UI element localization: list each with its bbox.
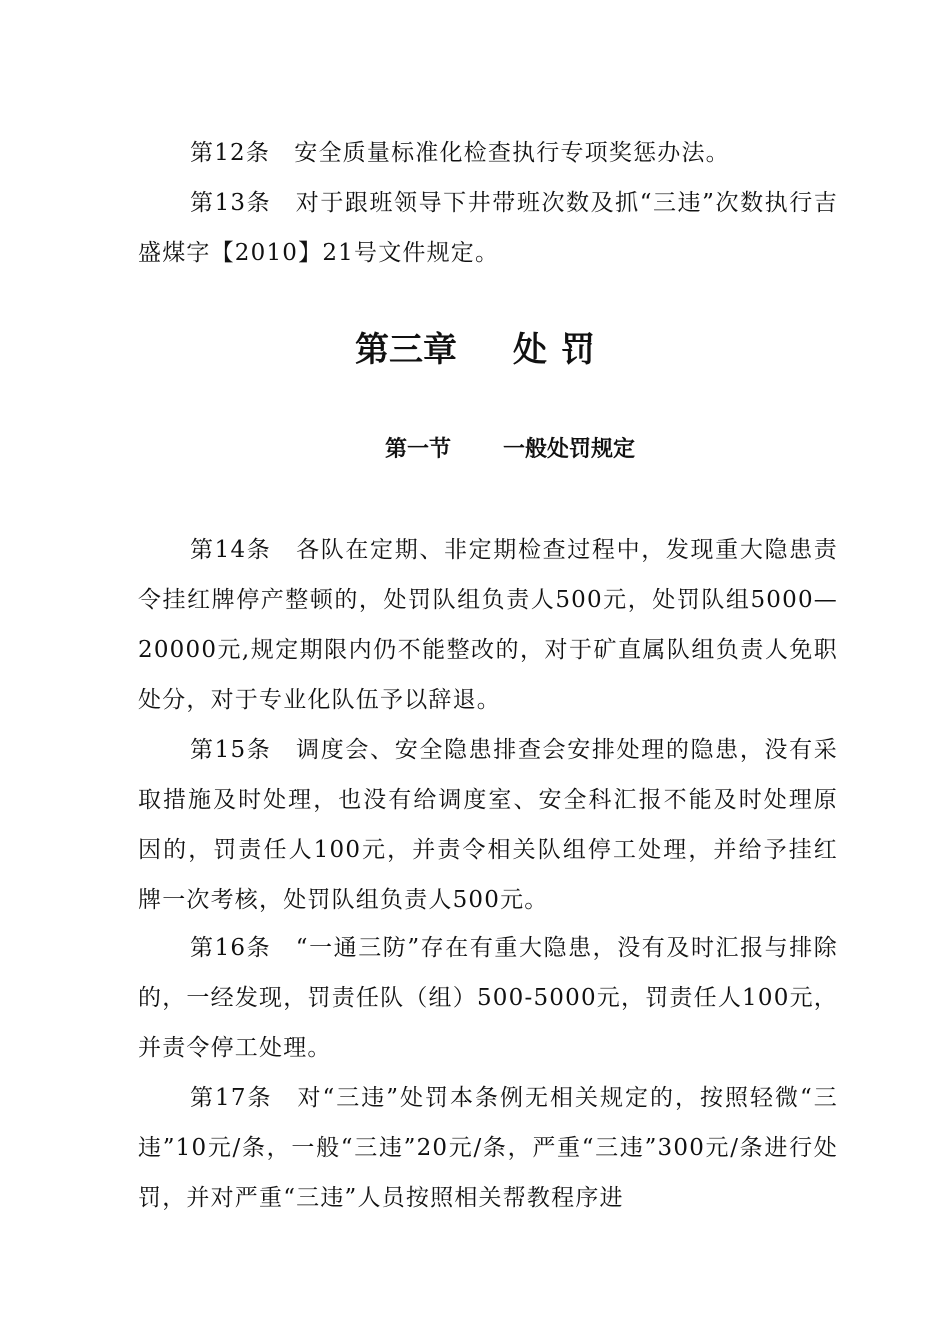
article-16: 第16条 “一通三防”存在有重大隐患，没有及时汇报与排除的，一经发现，罚责任队（组）500-5000元，罚责任人100元，并责令停工处理。 bbox=[138, 935, 838, 1061]
article-15: 第15条 调度会、安全隐患排查会安排处理的隐患，没有采取措施及时处理，也没有给调度室、安全科汇报不能及时处理原因的，罚责任人100元，并责令相关队组停工处理，并给予挂红牌一次考核，处罚队组负责人500元。 bbox=[138, 737, 838, 913]
section-number: 第一节 bbox=[384, 437, 451, 462]
article-12: 第12条 安全质量标准化检查执行专项奖惩办法。 bbox=[190, 140, 730, 166]
section-heading bbox=[0, 428, 950, 472]
article-17: 第17条 对“三违”处罚本条例无相关规定的，按照轻微“三违”10元/条，一般“三违”20元/条，严重“三违”300元/条进行处罚，并对严重“三违”人员按照相关帮教程序进 bbox=[138, 1085, 838, 1211]
article-13: 第13条 对于跟班领导下井带班次数及抓“三违”次数执行吉盛煤字【2010】21号文件规定。 bbox=[138, 190, 838, 266]
section-title: 一般处罚规定 bbox=[503, 437, 636, 462]
chapter-number: 第三章 bbox=[355, 330, 457, 370]
chapter-heading bbox=[0, 325, 950, 375]
chapter-title-char-2: 罚 bbox=[561, 330, 595, 370]
article-14: 第14条 各队在定期、非定期检查过程中，发现重大隐患责令挂红牌停产整顿的，处罚队组负责人500元，处罚队组5000—20000元,规定期限内仍不能整改的，对于矿直属队组负责人免职处分，对于专业化队伍予以辞退。 bbox=[138, 537, 838, 713]
chapter-title-char-1: 处 bbox=[513, 330, 547, 370]
